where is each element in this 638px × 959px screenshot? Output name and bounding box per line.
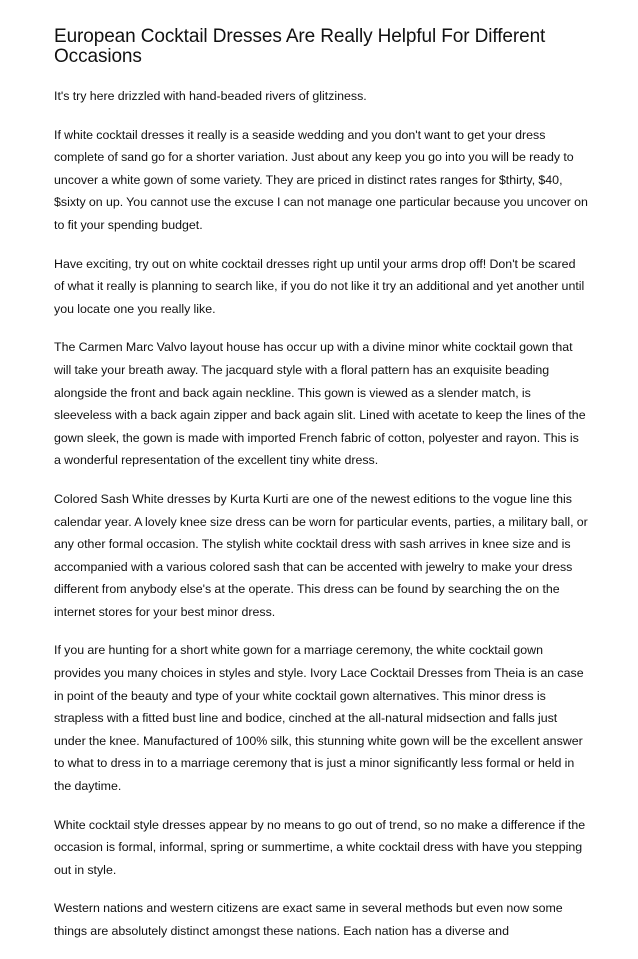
paragraph-seaside-wedding: If white cocktail dresses it really is a seaside wedding and you don't want to get your dress complete of sand go for a shorter variation. Just about any keep you go into you will be ready to uncover a white gown of some variety. They are priced in distinct rates ranges for $thirty, $40, $sixty on up. You cannot use the excuse I can not manage one particular because you uncover on to fit your spending budget. (54, 127, 588, 232)
paragraph-out-of-trend: White cocktail style dresses appear by no means to go out of trend, so no make a difference if the occasion is formal, informal, spring or summertime, a white cocktail dress with have you stepping out in style. (54, 817, 586, 877)
paragraph-marriage-ceremony: If you are hunting for a short white gown for a marriage ceremony, the white cocktail gown provides you many choices in styles and style. Ivory Lace Cocktail Dresses from Theia is an case in point of the beauty and type of your white cocktail gown alternatives. This minor dress is strapless with a fitted bust line and bodice, cinched at the all-natural midsection and falls just under the knee. Manufactured of 100% silk, this stunning white gown will be the excellent answer to what to dress in to a marriage ceremony that is just a minor significantly less formal or held in the daytime. (54, 643, 584, 794)
document-page (54, 27, 588, 959)
paragraph-carmen-marc-valvo: The Carmen Marc Valvo layout house has occur up with a divine minor white cocktail gown that will take your breath away. The jacquard style with a floral pattern has an exquisite beading alongside the front and back again neckline. This gown is viewed as a slender match, is sleeveless with a back again zipper and back again slit. Lined with acetate to keep the lines of the gown sleek, the gown is made with imported French fabric of cotton, polyester and rayon. This is a wonderful representation of the excellent tiny white dress. (54, 340, 586, 468)
document-title: European Cocktail Dresses Are Really Helpful For Different Occasions (54, 26, 546, 67)
paragraph-have-exciting: Have exciting, try out on white cocktail dresses right up until your arms drop off! Don't be scared of what it really is planning to search like, if you do not like it try an additional and yet another until you locate one you really like. (54, 256, 585, 316)
paragraph-colored-sash: Colored Sash White dresses by Kurta Kurti are one of the newest editions to the vogue line this calendar year. A lovely knee size dress can be worn for particular events, parties, a military ball, or any other formal occasion. The stylish white cocktail dress with sash arrives in knee size and is accompanied with a various colored sash that can be accented with jewelry to make your dress different from anybody else's at the operate. This dress can be found by searching the on the internet stores for your best minor dress. (54, 491, 588, 619)
paragraph-western-nations: Western nations and western citizens are exact same in several methods but even now some things are absolutely distinct amongst these nations. Each nation has a diverse and (54, 901, 563, 938)
paragraph-intro: It's try here drizzled with hand-beaded rivers of glitziness. (54, 89, 367, 103)
